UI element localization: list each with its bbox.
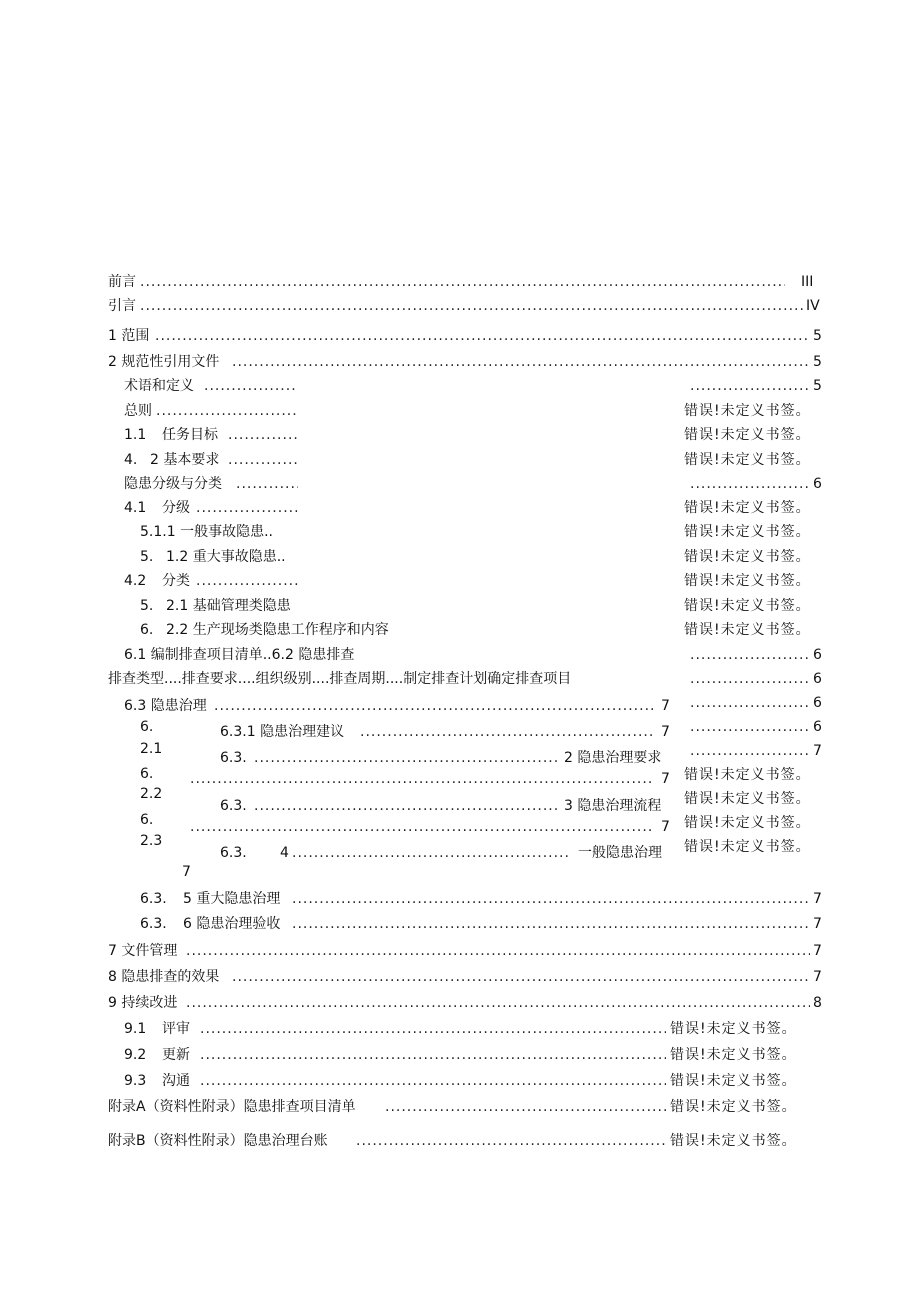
- section-number: 1.1: [124, 427, 147, 443]
- page-number: 6: [813, 671, 822, 687]
- toc-entry-continuous-improvement[interactable]: 9 持续改进: [108, 995, 178, 1011]
- page-number: 7: [813, 969, 822, 985]
- section-number: 4.: [124, 452, 138, 468]
- toc-entry-remediation-process[interactable]: 3 隐患治理流程: [564, 798, 662, 814]
- section-number: 2.2: [140, 786, 163, 802]
- toc-entry-general[interactable]: 总则: [124, 403, 152, 419]
- toc-entry-scope[interactable]: 1 范围: [108, 328, 150, 344]
- leader-dots: [385, 1098, 666, 1116]
- leader-dots: [190, 770, 654, 788]
- page-number: 7: [661, 698, 670, 714]
- toc-entry-grading[interactable]: 分级: [162, 500, 190, 516]
- leader-dots: [254, 797, 560, 815]
- section-number: 6.3.: [140, 916, 167, 932]
- leader-dots: [186, 942, 810, 960]
- leader-dots: [204, 377, 298, 395]
- toc-entry-checklist-compilation[interactable]: 6.1 编制排查项目清单..6.2 隐患排查: [124, 647, 355, 663]
- toc-entry-appendix-a[interactable]: 附录A（资料性附录）隐患排查项目清单: [108, 1099, 356, 1115]
- leader-dots: [690, 718, 810, 736]
- page-number: 7: [661, 771, 670, 787]
- page-number: 7: [813, 743, 822, 759]
- leader-dots: [292, 915, 810, 933]
- leader-dots: [690, 646, 810, 664]
- leader-dots: [232, 968, 810, 986]
- bookmark-error: 错误!未定义书签。: [684, 549, 811, 565]
- toc-entry-major-remediation[interactable]: 5 重大隐患治理: [183, 891, 281, 907]
- section-number: 6.3.: [140, 891, 167, 907]
- page-number: 7: [182, 864, 191, 880]
- section-number: 9.3: [124, 1073, 147, 1089]
- page-number: 7: [813, 891, 822, 907]
- toc-entry-intro[interactable]: 引言: [108, 298, 136, 314]
- toc-entry-communication[interactable]: 沟通: [162, 1073, 190, 1089]
- bookmark-error: 错误!未定义书签。: [684, 500, 811, 516]
- leader-dots: [356, 1132, 666, 1150]
- toc-entry-classification[interactable]: 分类: [162, 573, 190, 589]
- leader-dots: [140, 297, 806, 315]
- toc-entry-major-hazard[interactable]: 1.2 重大事故隐患..: [166, 549, 286, 565]
- section-number: 4.1: [124, 500, 147, 516]
- leader-dots: [155, 327, 810, 345]
- toc-entry-inspection-effect[interactable]: 8 隐患排查的效果: [108, 969, 220, 985]
- leader-dots: [690, 670, 810, 688]
- section-number: 2.3: [140, 833, 163, 849]
- leader-dots: [200, 1072, 666, 1090]
- leader-dots: [228, 426, 298, 444]
- toc-entry-update[interactable]: 更新: [162, 1047, 190, 1063]
- bookmark-error: 错误!未定义书签。: [684, 791, 811, 807]
- page-number: 7: [813, 916, 822, 932]
- section-number: 5.: [140, 598, 154, 614]
- leader-dots: [196, 499, 298, 517]
- toc-entry-hazard-remediation[interactable]: 6.3 隐患治理: [124, 698, 207, 714]
- leader-dots: [200, 1046, 666, 1064]
- bookmark-error: 错误!未定义书签。: [684, 598, 811, 614]
- page-number: 8: [813, 995, 822, 1011]
- toc-entry-basic-management-hazard[interactable]: 2.1 基础管理类隐患: [166, 598, 291, 614]
- section-number: 2.1: [140, 741, 163, 757]
- bookmark-error: 错误!未定义书签。: [684, 524, 811, 540]
- section-number: 9.1: [124, 1021, 147, 1037]
- section-number: 6.: [140, 622, 154, 638]
- page-number: III: [801, 274, 814, 290]
- leader-dots: [236, 475, 298, 493]
- page-number: 5: [813, 354, 822, 370]
- leader-dots: [360, 723, 654, 741]
- leader-dots: [196, 572, 298, 590]
- page-number: 6: [813, 695, 822, 711]
- leader-dots: [690, 694, 810, 712]
- leader-dots: [200, 1020, 666, 1038]
- toc-entry-document-management[interactable]: 7 文件管理: [108, 943, 178, 959]
- leader-dots: [690, 475, 810, 493]
- toc-entry-remediation-acceptance[interactable]: 6 隐患治理验收: [183, 916, 281, 932]
- toc-entry-grading-classification[interactable]: 隐患分级与分类: [124, 476, 222, 492]
- toc-entry-remediation-advice[interactable]: 6.3.1 隐患治理建议: [220, 724, 345, 740]
- page-number: 6: [813, 476, 822, 492]
- bookmark-error: 错误!未定义书签。: [684, 767, 811, 783]
- section-number: 9.2: [124, 1047, 147, 1063]
- leader-dots: [292, 844, 570, 862]
- bookmark-error: 错误!未定义书签。: [684, 573, 811, 589]
- bookmark-error: 错误!未定义书签。: [670, 1099, 797, 1115]
- page-number: IV: [806, 298, 820, 314]
- bookmark-error: 错误!未定义书签。: [670, 1073, 797, 1089]
- toc-entry-production-site-hazard[interactable]: 2.2 生产现场类隐患工作程序和内容: [166, 622, 389, 638]
- leader-dots: [254, 749, 560, 767]
- leader-dots: [292, 890, 810, 908]
- leader-dots: [156, 402, 298, 420]
- page-number: 5: [813, 328, 822, 344]
- page-number: 6: [813, 647, 822, 663]
- section-number: 6.: [140, 766, 154, 782]
- toc-entry-review[interactable]: 评审: [162, 1021, 190, 1037]
- bookmark-error: 错误!未定义书签。: [684, 839, 811, 855]
- bookmark-error: 错误!未定义书签。: [684, 403, 811, 419]
- bookmark-error: 错误!未定义书签。: [684, 427, 811, 443]
- bookmark-error: 错误!未定义书签。: [670, 1021, 797, 1037]
- section-number: 6.3.: [220, 750, 247, 766]
- toc-entry-preface[interactable]: 前言: [108, 274, 136, 290]
- page-number: 7: [661, 819, 670, 835]
- leader-dots: [232, 353, 810, 371]
- leader-dots: [186, 994, 810, 1012]
- toc-entry-terms[interactable]: 术语和定义: [124, 378, 194, 394]
- section-number: 5.: [140, 549, 154, 565]
- leader-dots: [690, 377, 810, 395]
- leader-dots: [190, 818, 654, 836]
- section-number: 6.3.: [220, 798, 247, 814]
- toc-entry-general-remediation[interactable]: 一般隐患治理: [578, 845, 662, 861]
- toc-entry-normative-references[interactable]: 2 规范性引用文件: [108, 354, 220, 370]
- toc-entry-remediation-requirements[interactable]: 2 隐患治理要求: [564, 750, 662, 766]
- leader-dots: [228, 451, 298, 469]
- toc-entry-general-hazard[interactable]: 5.1.1 一般事故隐患..: [140, 524, 273, 540]
- bookmark-error: 错误!未定义书签。: [684, 452, 811, 468]
- section-number: 4.2: [124, 573, 147, 589]
- toc-entry-inspection-types[interactable]: 排查类型....排查要求....组织级别....排查周期....制定排查计划确定排查项目: [108, 671, 572, 687]
- page-number: 6: [813, 719, 822, 735]
- section-number: 6.3.: [220, 845, 247, 861]
- page-number: 7: [813, 943, 822, 959]
- bookmark-error: 错误!未定义书签。: [684, 815, 811, 831]
- page-number: 7: [661, 724, 670, 740]
- section-number: 6.: [140, 812, 154, 828]
- leader-dots: [214, 697, 654, 715]
- bookmark-error: 错误!未定义书签。: [670, 1047, 797, 1063]
- leader-dots: [140, 273, 785, 291]
- toc-entry-appendix-b[interactable]: 附录B（资料性附录）隐患治理台账: [108, 1133, 328, 1149]
- bookmark-error: 错误!未定义书签。: [684, 622, 811, 638]
- section-number: 4: [280, 845, 289, 861]
- toc-entry-task-goal[interactable]: 任务目标: [162, 427, 218, 443]
- section-number: 6.: [140, 719, 154, 735]
- leader-dots: [690, 742, 810, 760]
- page-number: 5: [813, 378, 822, 394]
- bookmark-error: 错误!未定义书签。: [670, 1133, 797, 1149]
- toc-entry-basic-requirements[interactable]: 2 基本要求: [150, 452, 220, 468]
